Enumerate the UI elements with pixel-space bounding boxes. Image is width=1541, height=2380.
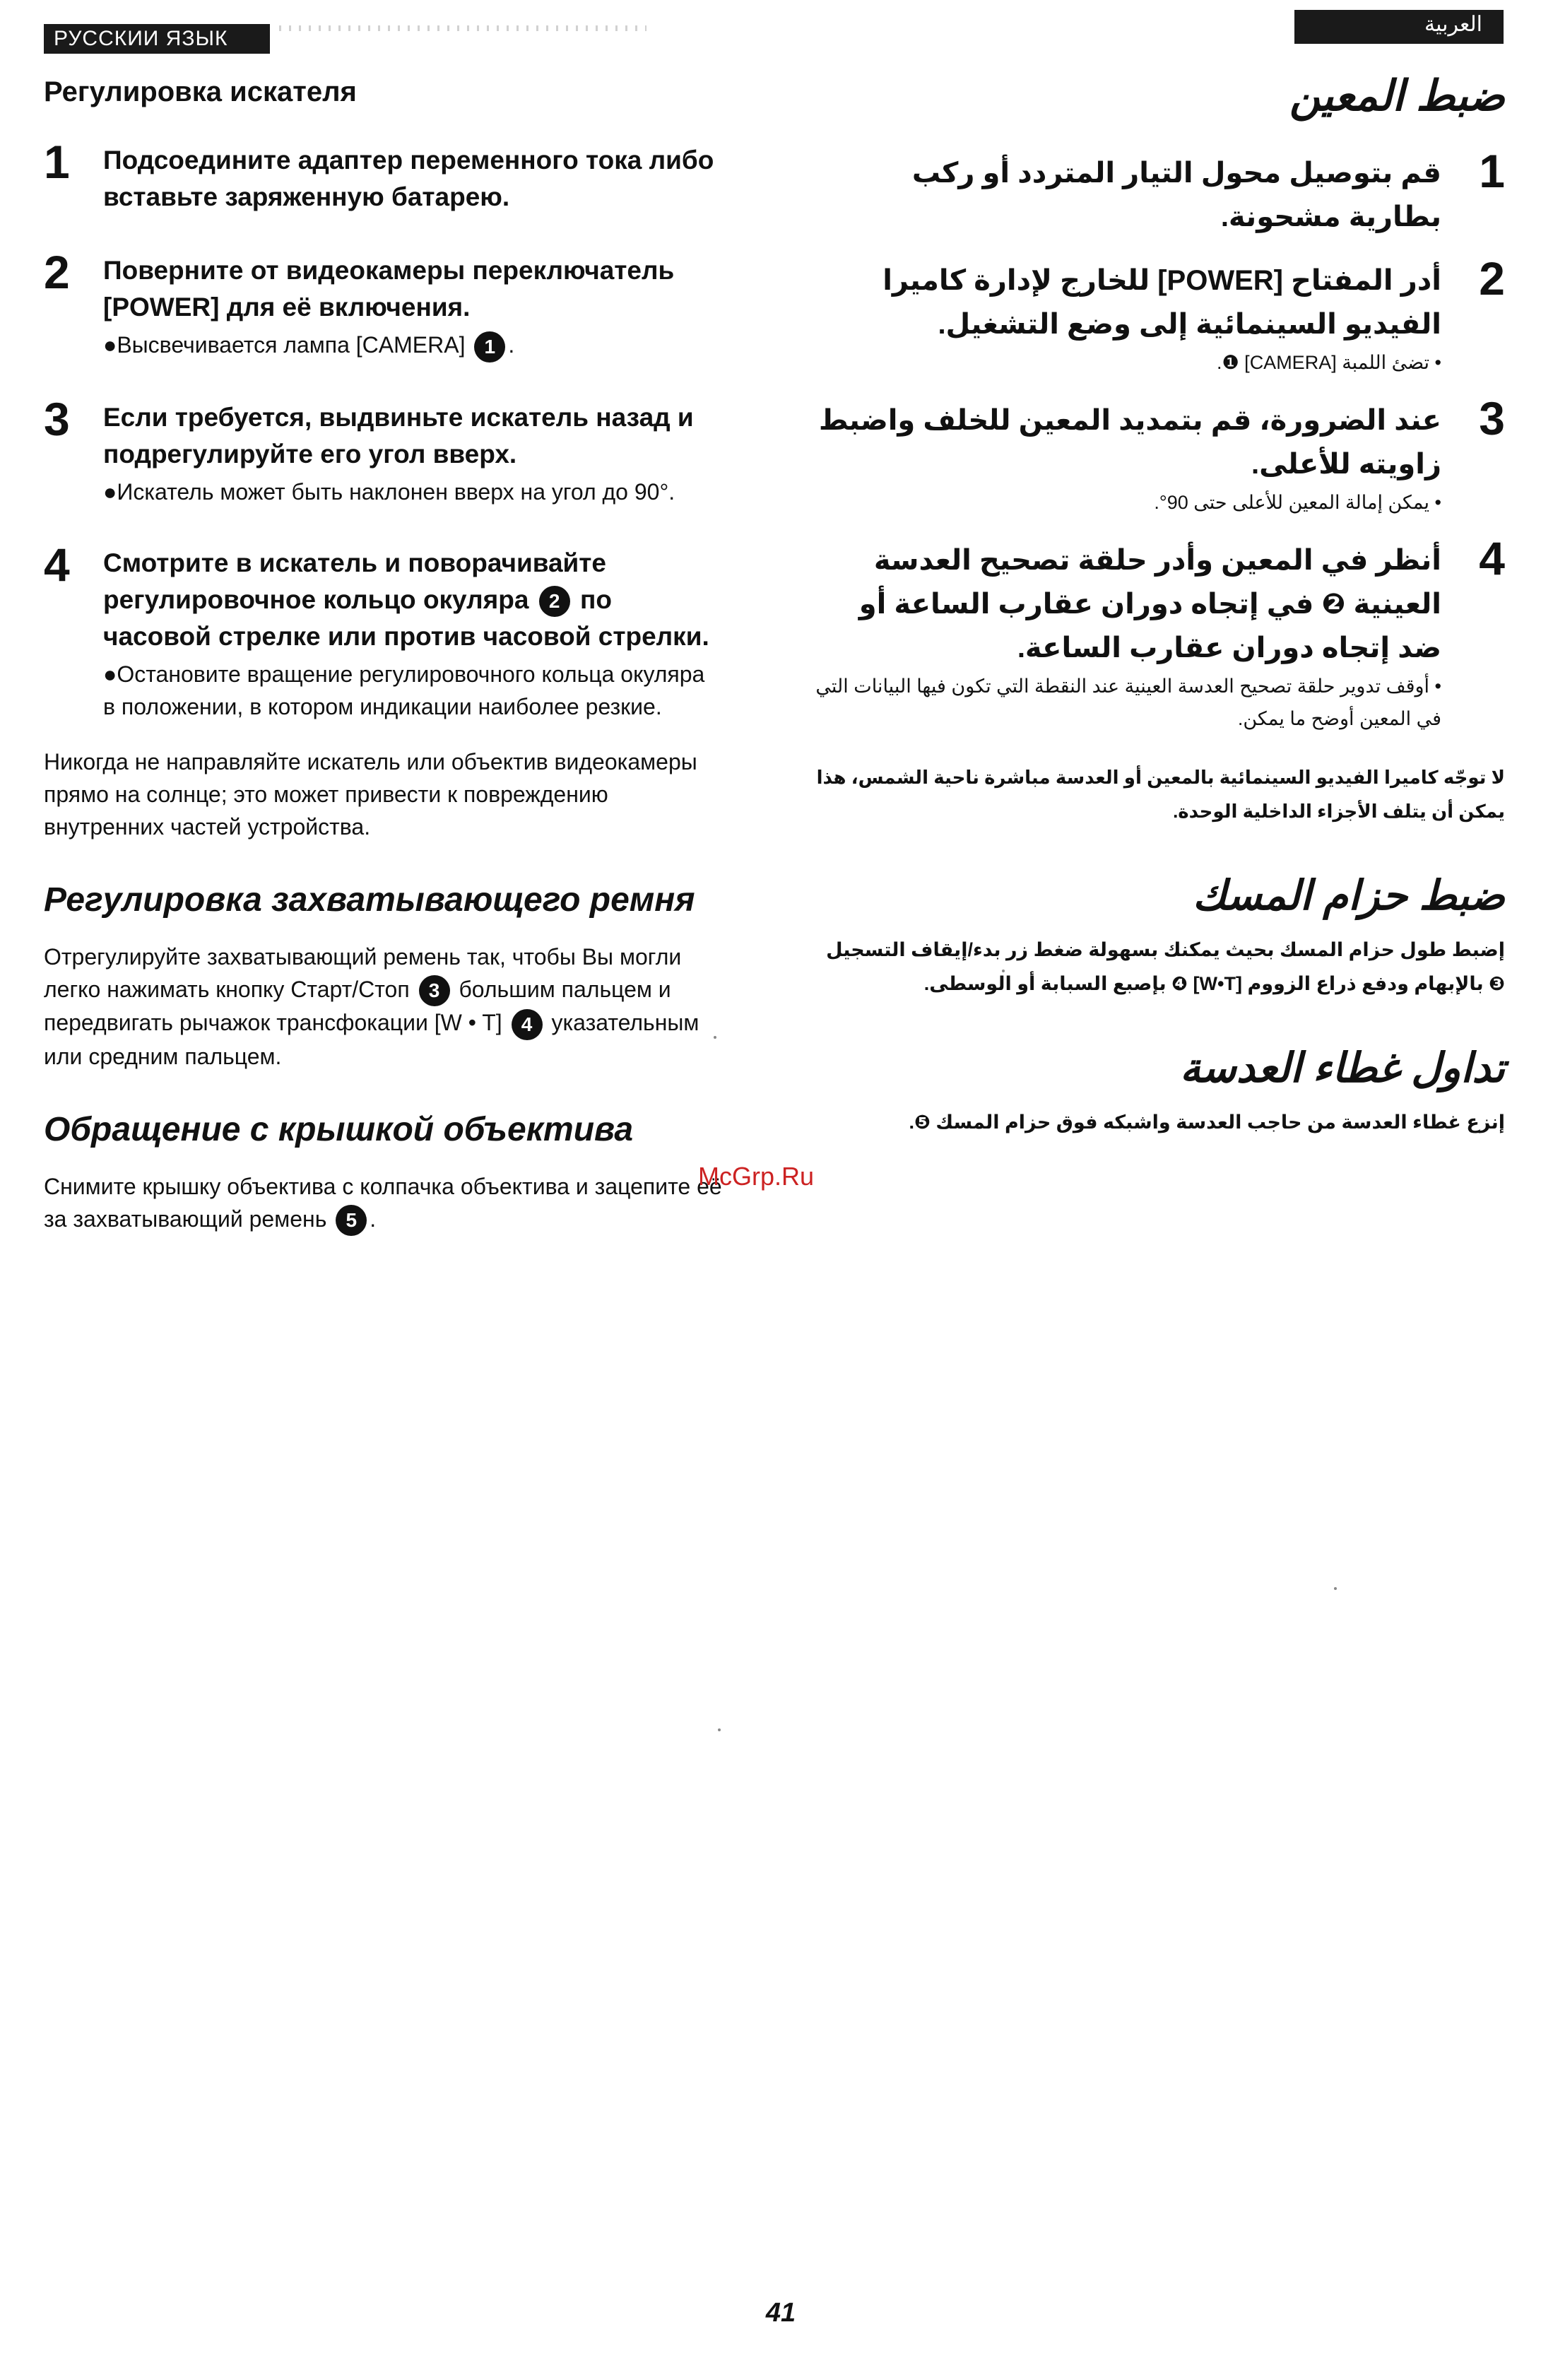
step-number: 4 [44, 538, 70, 591]
para-part: Снимите крышку объектива с колпачка объектива и зацепите её за захватывающий ремень [44, 1173, 722, 1232]
step-text: قم بتوصيل محول التيار المتردد أو ركب بطارية مشحونة. [911, 158, 1441, 232]
ru-grip-belt-title: Регулировка захватывающего ремня [44, 880, 695, 919]
ru-sun-warning: Никогда не направляйте искатель или объектив видеокамеры прямо на солнце; это может привести к повреждению внутренних частей устройства. [44, 748, 697, 840]
step-text [103, 545, 722, 655]
step-note: ●Остановите вращение регулировочного кольца окуляра в положении, в котором индикации наиболее резкие. [103, 661, 705, 719]
ar-lens-cap-text: إنزع غطاء العدسة من حاجب العدسة واشبكه فوق حزام المسك ❺. [909, 1112, 1505, 1133]
ru-step-4 [44, 538, 722, 723]
step-text: أدر المفتاح [POWER] للخارج لإدارة كاميرا الفيديو السينمائية إلى وضع التشغيل. [882, 265, 1441, 340]
ar-sun-warning: لا توجّه كاميرا الفيديو السينمائية بالمعين أو العدسة مباشرة ناحية الشمس، هذا يمكن أن يتلف الأجزاء الداخلية الوحدة. [816, 767, 1505, 822]
ar-grip-belt-title: ضبط حزام المسك [1193, 873, 1505, 919]
ar-step-3 [813, 392, 1505, 519]
russian-column [44, 76, 722, 1236]
step-text: Подсоедините адаптер переменного тока либо вставьте заряженную батарею. [103, 146, 714, 211]
arabic-column [813, 71, 1505, 1139]
ru-grip-belt-text [44, 941, 722, 1073]
callout-5-icon: 5 [336, 1205, 367, 1236]
ar-lens-cap-title: تداول غطاء العدسة [1180, 1045, 1505, 1091]
ru-lens-cap-text [44, 1170, 722, 1237]
step-text: عند الضرورة، قم بتمديد المعين للخلف واضبط زاويته للأعلى. [818, 405, 1441, 480]
ru-viewfinder-title: Регулировка искателя [44, 76, 357, 107]
step-text: Поверните от видеокамеры переключатель [POWER] для её включения. [103, 256, 675, 322]
para-part: указательным или средним пальцем. [44, 1010, 699, 1069]
note-text: ●Высвечивается лампа [CAMERA] [103, 332, 472, 358]
callout-3-icon: 3 [419, 975, 450, 1006]
step-text-part: по часовой стрелке или против часовой стрелки. [103, 584, 709, 651]
language-tab-arabic: العربية [1294, 10, 1504, 44]
step-text: Если требуется, выдвиньте искатель назад и подрегулируйте его угол вверх. [103, 402, 694, 469]
ru-step-3 [44, 392, 722, 508]
callout-2-icon: 2 [539, 586, 570, 617]
step-note: • يمكن إمالة المعين للأعلى حتى 90°. [1154, 492, 1441, 513]
ar-step-1 [813, 145, 1505, 239]
ru-step-1 [44, 136, 722, 216]
scan-speck [718, 1728, 721, 1731]
scan-noise [279, 25, 646, 31]
note-text-end: . [508, 332, 515, 358]
step-number: 4 [1479, 532, 1505, 584]
para-part: . [370, 1206, 377, 1232]
step-number: 3 [44, 392, 70, 445]
ru-step-2 [44, 246, 722, 363]
scan-speck [1002, 970, 1005, 972]
step-number: 1 [44, 136, 70, 188]
step-number: 3 [1479, 392, 1505, 444]
ru-lens-cap-title: Обращение с крышкой объектива [44, 1110, 634, 1148]
step-note: ●Искатель может быть наклонен вверх на угол до 90°. [103, 478, 675, 505]
callout-1-icon: 1 [474, 331, 505, 363]
step-number: 2 [1479, 252, 1505, 305]
ar-step-2 [813, 252, 1505, 379]
step-note: • تضئ اللمبة [CAMERA] ❶. [1216, 352, 1441, 373]
step-note [103, 329, 722, 363]
step-note: • أوقف تدوير حلقة تصحيح العدسة العينية عند النقطة التي تكون فيها البيانات التي في المعين أوضح ما يمكن. [815, 676, 1441, 729]
para-part: Отрегулируйте захватывающий ремень так, чтобы Вы могли легко нажимать кнопку Старт/Стоп [44, 943, 682, 1002]
step-number: 2 [44, 246, 70, 298]
watermark: McGrp.Ru [698, 1162, 815, 1191]
ar-viewfinder-title: ضبط المعين [1289, 72, 1505, 119]
scan-speck [1334, 1587, 1337, 1590]
scan-speck [714, 1036, 716, 1039]
page-number: 41 [765, 2298, 796, 2328]
step-text-part: Смотрите в искатель и поворачивайте регулировочное кольцо окуляра [103, 548, 606, 614]
callout-4-icon: 4 [512, 1009, 543, 1040]
language-tab-russian: РУССКИИ ЯЗЫК [44, 24, 270, 54]
ar-grip-belt-text: إضبط طول حزام المسك بحيث يمكنك بسهولة ضغط زر بدء/إيقاف التسجيل ❸ بالإبهام ودفع ذراع الزووم [W•T] ❹ بإصبع السبابة أو الوسطى. [826, 939, 1505, 994]
step-number: 1 [1479, 145, 1505, 197]
step-text: أنظر في المعين وأدر حلقة تصحيح العدسة العينية ❷ في إتجاه دوران عقارب الساعة أو ضد إتجاه دوران عقارب الساعة. [858, 545, 1441, 664]
para-part: большим пальцем и передвигать рычажок трансфокации [W • T] [44, 976, 671, 1036]
ar-step-4 [813, 532, 1505, 735]
